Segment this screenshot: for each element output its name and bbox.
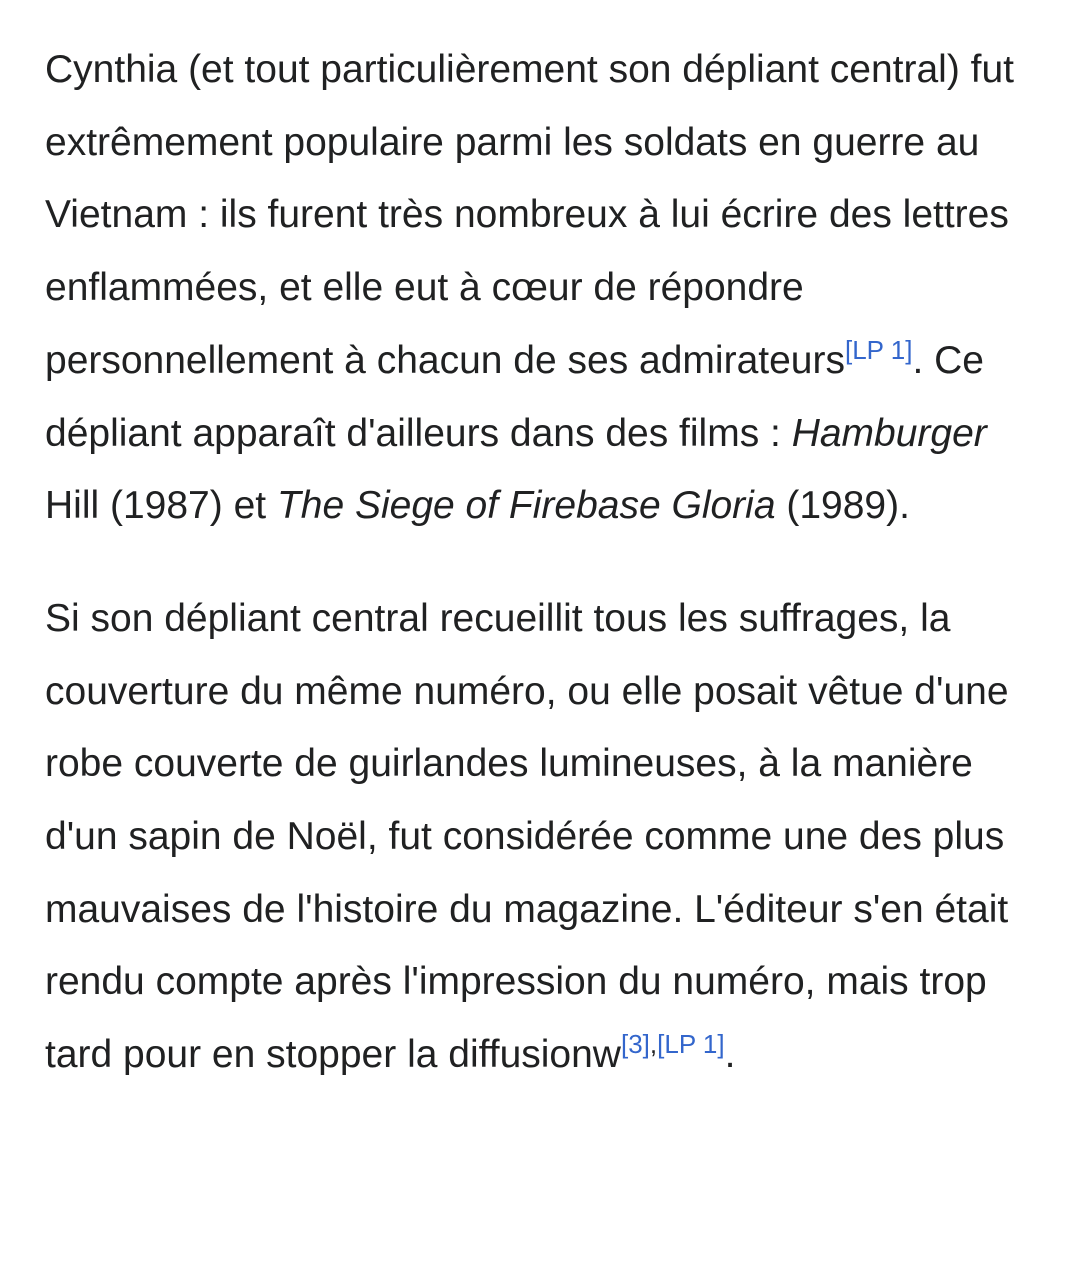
reference-link-3[interactable]: [3] [620, 1029, 650, 1060]
paragraph-1-text-end: (1989). [775, 484, 910, 528]
paragraph-2 [45, 583, 1045, 1092]
paragraph-2-text-end: . [724, 1033, 736, 1077]
film-title-siege-of-firebase-gloria: The Siege of Firebase Gloria [276, 484, 776, 528]
paragraph-1-text-cont-2: Hill (1987) et [45, 484, 277, 528]
paragraph-1-text: Cynthia (et tout particulièrement son dépliant central) fut extrêmement populaire parmi les soldats en guerre au Vietnam : ils furent très nombreux à lui écrire des lettres enflammées, et elle eut à cœur de répondre personnellement à chacun de ses admirateurs [45, 48, 1015, 382]
reference-link-lp1-2[interactable]: [LP 1] [657, 1029, 725, 1060]
paragraph-1 [45, 34, 1045, 543]
paragraph-2-text: Si son dépliant central recueillit tous les suffrages, la couverture du même numéro, ou elle posait vêtue d'une robe couverte de guirlandes lumineuses, à la manière d'un sapin de Noël, fut considérée comme une des plus mauvaises de l'histoire du magazine. L'éditeur s'en était rendu compte après l'impression du numéro, mais trop tard pour en stopper la diffusionw [45, 596, 1009, 1077]
reference-link-lp1[interactable]: [LP 1] [844, 334, 913, 365]
reference-separator: , [649, 1029, 658, 1060]
paragraph-1-text-cont: . Ce dépliant apparaît d'ailleurs dans des films : [45, 338, 984, 455]
article-body [45, 34, 1045, 1092]
film-title-hamburger: Hamburger [791, 411, 987, 455]
